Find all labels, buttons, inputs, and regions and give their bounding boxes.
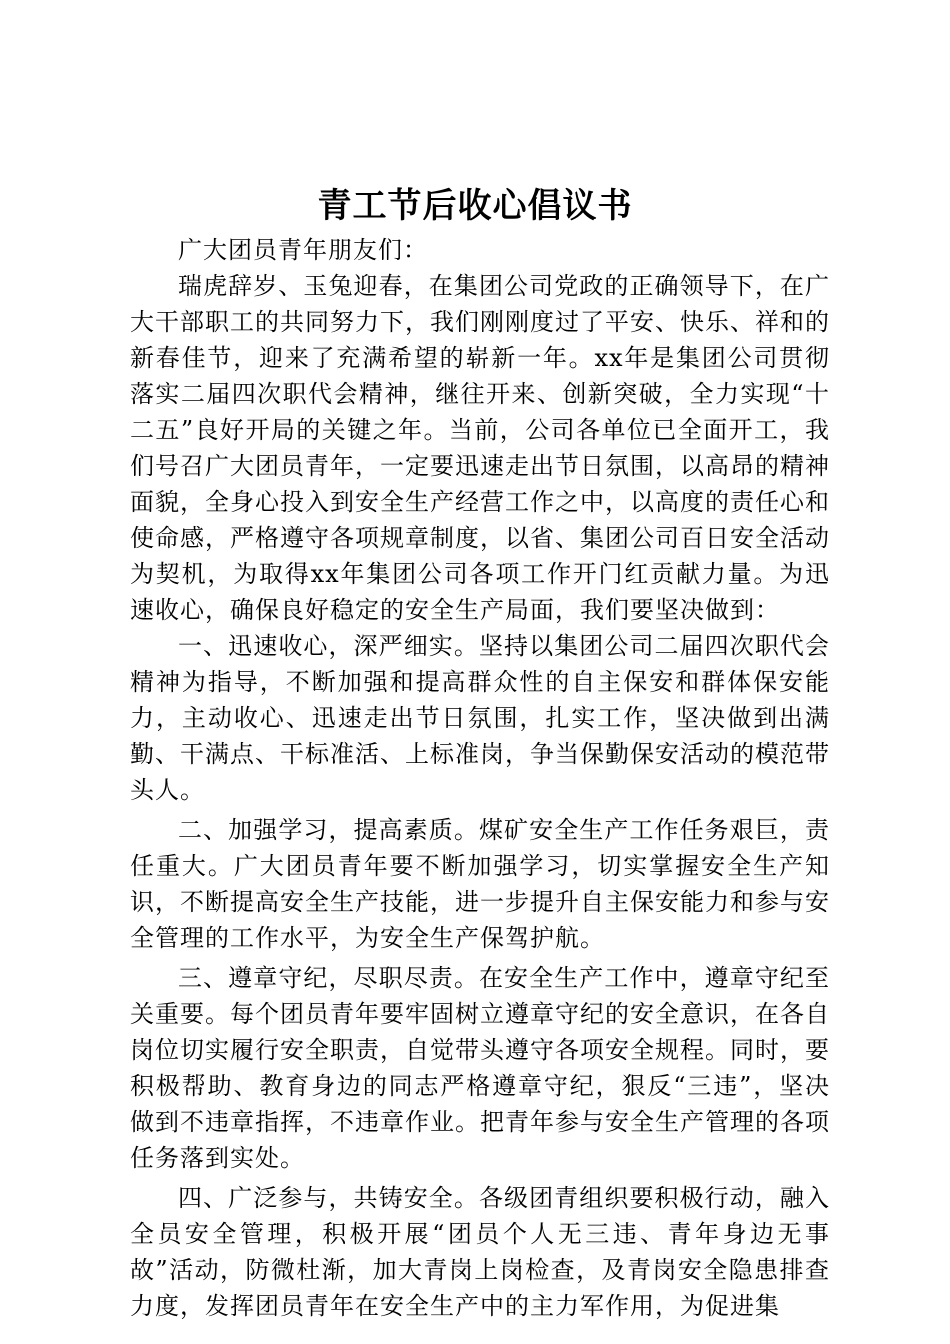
paragraph-point-2: 二、加强学习，提高素质。煤矿安全生产工作任务艰巨，责任重大。广大团员青年要不断加强学习，切实掌握安全生产知识，不断提高安全生产技能，进一步提升自主保安能力和参与安全管理的工作水平，为安全生产保驾护航。 xyxy=(130,816,830,952)
paragraph-point-3: 三、遵章守纪，尽职尽责。在安全生产工作中，遵章守纪至关重要。每个团员青年要牢固树立遵章守纪的安全意识，在各自岗位切实履行安全职责，自觉带头遵守各项安全规程。同时，要积极帮助、教育身边的同志严格遵章守纪，狠反“三违”，坚决做到不违章指挥，不违章作业。把青年参与安全生产管理的各项任务落到实处。 xyxy=(130,964,830,1172)
salutation: 广大团员青年朋友们： xyxy=(178,236,428,264)
paragraph-point-1: 一、迅速收心，深严细实。坚持以集团公司二届四次职代会精神为指导，不断加强和提高群众性的自主保安和群体保安能力，主动收心、迅速走出节日氛围，扎实工作，坚决做到出满勤、干满点、干标准活、上标准岗，争当保勤保安活动的模范带头人。 xyxy=(130,632,830,804)
document-body xyxy=(130,232,830,1324)
document-title: 青工节后收心倡议书 xyxy=(317,186,633,226)
paragraph-intro: 瑞虎辞岁、玉兔迎春，在集团公司党政的正确领导下，在广大干部职工的共同努力下，我们刚刚度过了平安、快乐、祥和的新春佳节，迎来了充满希望的崭新一年。xx年是集团公司贯彻落实二届四次职代会精神，继往开来、创新突破，全力实现“十二五”良好开局的关键之年。当前，公司各单位已全面开工，我们号召广大团员青年，一定要迅速走出节日氛围，以高昂的精神面貌，全身心投入到安全生产经营工作之中，以高度的责任心和使命感，严格遵守各项规章制度，以省、集团公司百日安全活动为契机，为取得xx年集团公司各项工作开门红贡献力量。为迅速收心，确保良好稳定的安全生产局面，我们要坚决做到： xyxy=(130,272,830,624)
paragraph-point-4: 四、广泛参与，共铸安全。各级团青组织要积极行动，融入全员安全管理，积极开展“团员个人无三违、青年身边无事故”活动，防微杜渐，加大青岗上岗检查，及青岗安全隐患排查力度，发挥团员青年在安全生产中的主力军作用，为促进集 xyxy=(130,1184,830,1320)
